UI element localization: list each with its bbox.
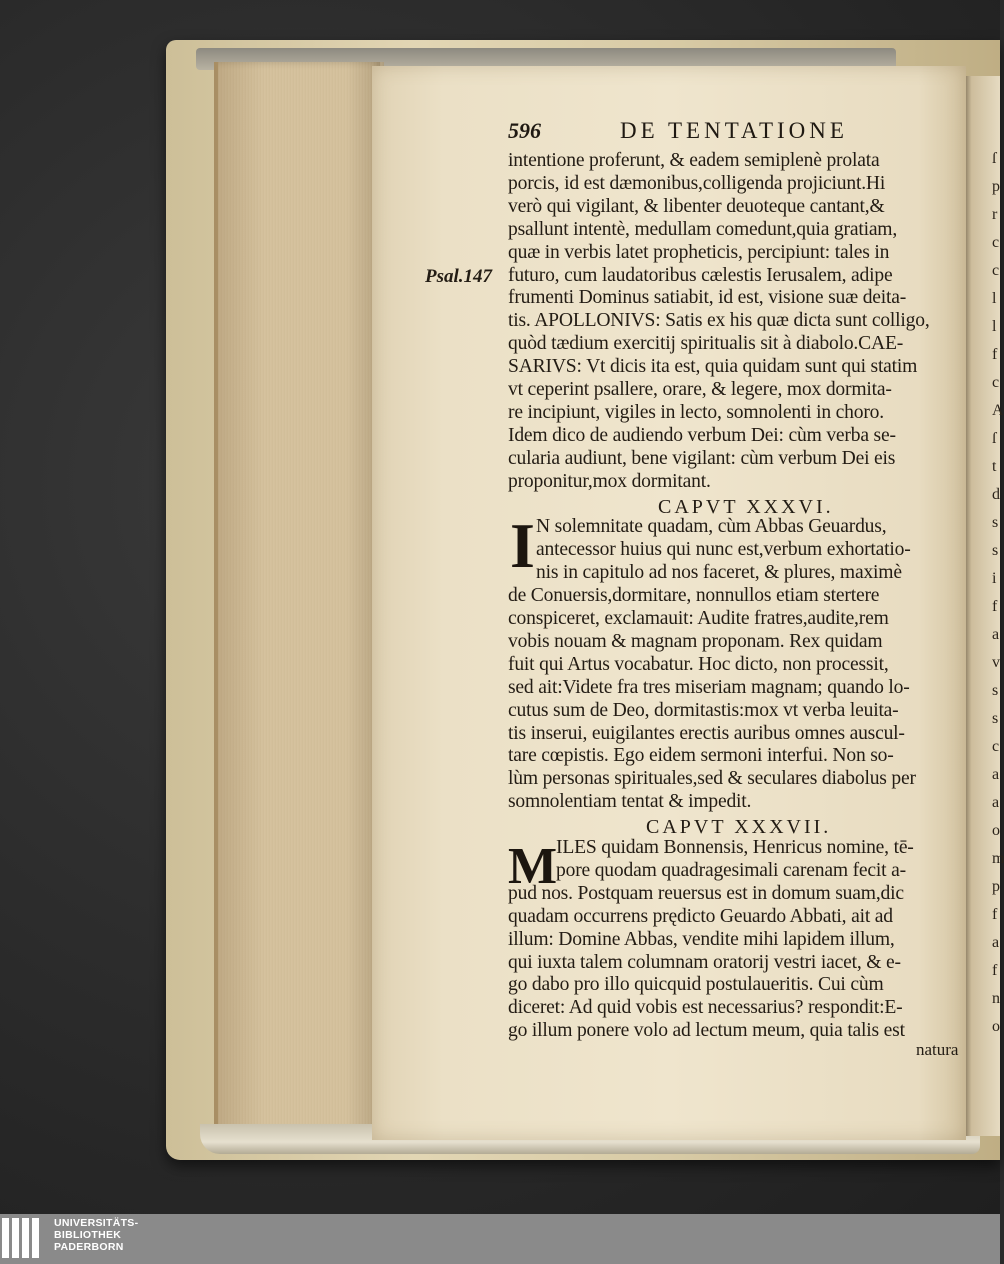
page-number: 596 <box>508 118 541 143</box>
facing-page-letter: s <box>992 542 999 559</box>
text-line: psallunt intentè, medullam comedunt,quia gratiam, <box>508 218 898 240</box>
text-line: futuro, cum laudatoribus cælestis Ierusalem, adipe <box>508 264 893 286</box>
text-line: cutus sum de Deo, dormitastis:mox vt verba leuita- <box>508 699 899 721</box>
page-stack-shading <box>214 62 380 1132</box>
facing-page-letter: c <box>992 262 1000 279</box>
page-header <box>508 118 963 146</box>
text-line: diceret: Ad quid vobis est necessarius? respondit:E- <box>508 997 903 1019</box>
facing-page-letter: o <box>992 1018 1000 1035</box>
text-line: tis inserui, euigilantes erectis auribus omnes auscul- <box>508 722 905 744</box>
facing-page-letter: c <box>992 374 1000 391</box>
text-line: tare cœpistis. Ego eidem sermoni interfui. Non so- <box>508 745 894 767</box>
drop-cap-36: I <box>510 510 535 582</box>
library-logo-icon <box>2 1218 48 1258</box>
text-line: cularia audiunt, bene vigilant: cùm verbum Dei eis <box>508 447 896 469</box>
text-line: pore quodam quadragesimali carenam fecit a- <box>556 859 906 881</box>
text-line: porcis, id est dæmonibus,colligenda projiciunt.Hi <box>508 172 886 194</box>
library-name-line-3: PADERBORN <box>54 1241 124 1253</box>
facing-page-letter: l <box>992 290 997 307</box>
text-line: go illum ponere volo ad lectum meum, quia talis est <box>508 1020 905 1042</box>
text-line: vt ceperint psallere, orare, & legere, mox dormita- <box>508 379 892 400</box>
catchword: natura <box>916 1040 959 1059</box>
chapter-heading-37: CAPVT XXXVII. <box>646 816 832 839</box>
text-line: proponitur,mox dormitant. <box>508 470 711 492</box>
facing-page-letter: f <box>992 906 998 923</box>
text-line: sed ait:Videte fra tres miseriam magnam; quando lo- <box>508 676 910 698</box>
footer-banner <box>0 1214 1000 1264</box>
facing-page-letter: ſ <box>992 430 997 447</box>
margin-note: Psal.147 <box>425 266 493 287</box>
text-line: intentione proferunt, & eadem semiplenè prolata <box>508 150 880 171</box>
facing-page-letter: p <box>992 178 1000 195</box>
text-line: verò qui vigilant, & libenter deuoteque cantant,& <box>508 195 885 217</box>
text-line: pud nos. Postquam reuersus est in domum suam,dic <box>508 882 904 904</box>
text-line: antecessor huius qui nunc est,verbum exhortatio- <box>536 539 911 561</box>
facing-page-letter: r <box>992 206 998 223</box>
text-line: ILES quidam Bonnensis, Henricus nomine, tē- <box>556 837 914 858</box>
facing-page-letter: s <box>992 710 999 727</box>
facing-page-letter: p <box>992 878 1000 895</box>
text-line: lùm personas spirituales,sed & seculares diabolus per <box>508 768 916 790</box>
facing-page-letter: l <box>992 318 997 335</box>
text-line: re incipiunt, vigiles in lecto, somnolenti in choro. <box>508 401 884 423</box>
facing-page-letter: o <box>992 822 1000 839</box>
facing-page-letter: d <box>992 486 1000 503</box>
text-line: N solemnitate quadam, cùm Abbas Geuardus, <box>536 516 887 538</box>
facing-page-letter: m <box>992 850 1004 867</box>
text-line: go dabo pro illo quicquid postulaueritis. Cui cùm <box>508 974 884 996</box>
facing-page-letter: c <box>992 234 1000 251</box>
text-line: quadam occurrens prędicto Geuardo Abbati, ait ad <box>508 905 893 927</box>
facing-page-letter: v <box>992 654 1000 671</box>
text-line: qui iuxta talem columnam oratorij vestri iacet, & e- <box>508 951 901 973</box>
chapter-heading-36: CAPVT XXXVI. <box>658 495 834 518</box>
library-name-line-1: UNIVERSITÄTS- <box>54 1217 139 1229</box>
drop-cap-37: M <box>508 838 558 895</box>
running-head: DE TENTATIONE <box>620 118 848 143</box>
facing-page-letter: i <box>992 570 997 587</box>
text-line: de Conuersis,dormitare, nonnullos etiam stertere <box>508 585 880 607</box>
text-line: nis in capitulo ad nos faceret, & plures, maximè <box>536 562 902 584</box>
library-name-line-2: BIBLIOTHEK <box>54 1229 122 1241</box>
text-line: somnolentiam tentat & impedit. <box>508 791 752 813</box>
text-line: SARIVS: Vt dicis ita est, quia quidam sunt qui statim <box>508 356 918 378</box>
text-line: quòd tædium exercitij spiritualis sit à diabolo.CAE- <box>508 333 904 355</box>
text-line: conspiceret, exclamauit: Audite fratres,audite,rem <box>508 608 889 629</box>
facing-page-letter: n <box>992 990 1000 1007</box>
facing-page-letter: ſ <box>992 150 997 167</box>
text-line: fuit qui Artus vocabatur. Hoc dicto, non processit, <box>508 653 889 675</box>
facing-page-letter: a <box>992 794 1000 811</box>
facing-page-letter: f <box>992 962 998 979</box>
facing-page-letter: a <box>992 766 1000 783</box>
text-line: Idem dico de audiendo verbum Dei: cùm verba se- <box>508 424 896 446</box>
facing-page-letter: f <box>992 346 998 363</box>
facing-page-letter: c <box>992 738 1000 755</box>
facing-page-letter: t <box>992 458 997 475</box>
text-line: illum: Domine Abbas, vendite mihi lapidem illum, <box>508 928 895 950</box>
facing-page-letter: s <box>992 682 999 699</box>
text-line: tis. APOLLONIVS: Satis ex his quæ dicta sunt colligo, <box>508 310 930 332</box>
text-line: quæ in verbis latet propheticis, percipiunt: tales in <box>508 241 890 263</box>
text-line: frumenti Dominus satiabit, id est, visione suæ deita- <box>508 287 907 309</box>
facing-page-letter: a <box>992 626 1000 643</box>
facing-page-letter: a <box>992 934 1000 951</box>
facing-page-letter: s <box>992 514 999 531</box>
facing-page-letter: f <box>992 598 998 615</box>
facing-page-letter: A <box>992 402 1004 419</box>
text-line: vobis nouam & magnam proponam. Rex quidam <box>508 630 883 652</box>
